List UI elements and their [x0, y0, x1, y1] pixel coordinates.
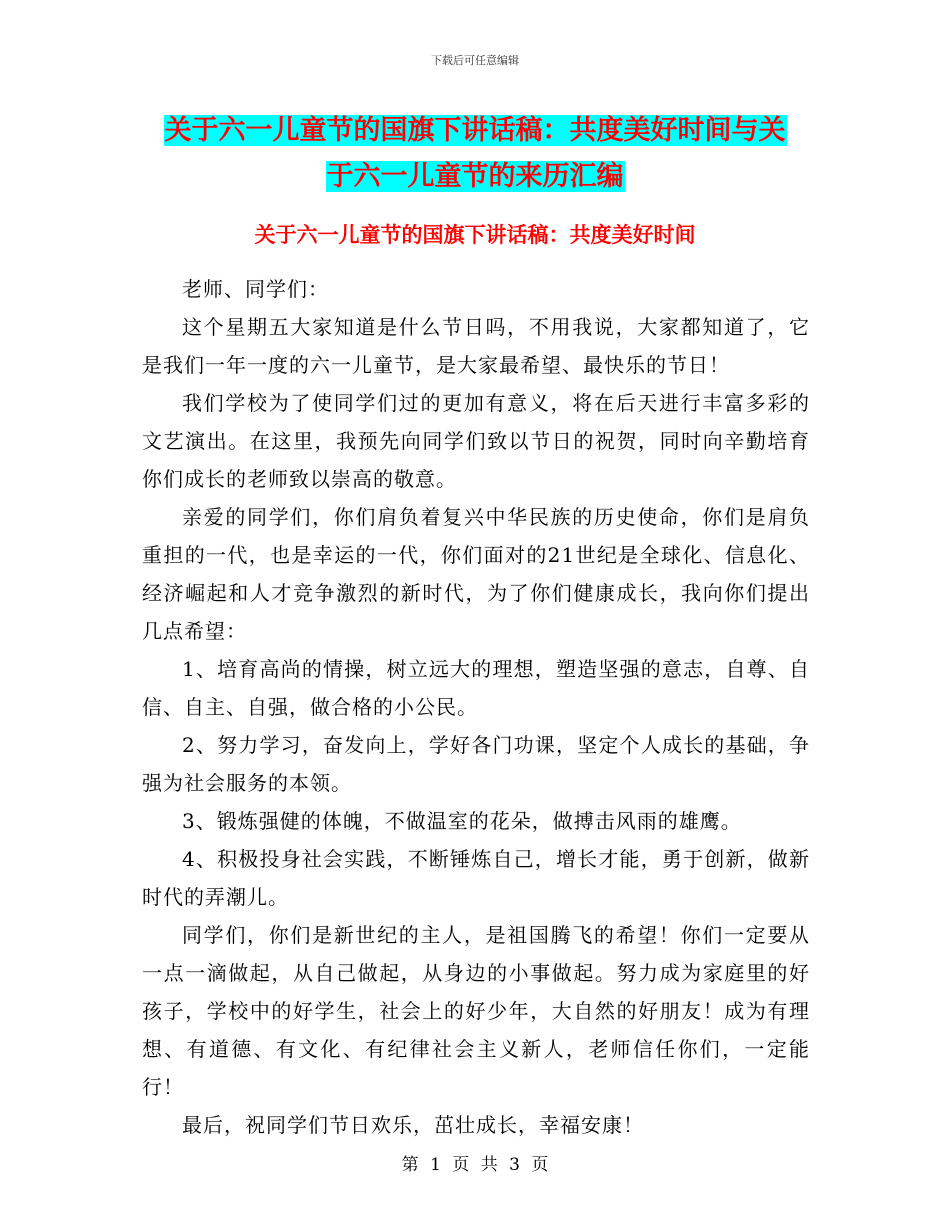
paragraph: 我们学校为了使同学们过的更加有意义，将在后天进行丰富多彩的文艺演出。在这里，我预先向同学们致以节日的祝贺，同时向辛勤培育你们成长的老师致以崇高的敬意。 — [142, 391, 810, 491]
paragraph: 亲爱的同学们，你们肩负着复兴中华民族的历史使命，你们是肩负重担的一代，也是幸运的一代，你们面对的21世纪是全球化、信息化、经济崛起和人才竞争激烈的新时代，为了你们健康成长，我向你们提出几点希望： — [142, 505, 810, 643]
paragraph-wish-3: 3、锻炼强健的体魄，不做温室的花朵，做搏击风雨的雄鹰。 — [182, 809, 742, 833]
section-title: 关于六一儿童节的国旗下讲话稿：共度美好时间 — [254, 223, 696, 247]
paragraph-wish-4: 4、积极投身社会实践，不断锤炼自己，增长才能，勇于创新，做新时代的弄潮儿。 — [142, 847, 810, 909]
speech-body — [142, 270, 810, 1144]
main-title-line-2: 于六一儿童节的来历汇编 — [326, 161, 624, 192]
paragraph: 这个星期五大家知道是什么节日吗，不用我说，大家都知道了，它是我们一年一度的六一儿童节，是大家最希望、最快乐的节日！ — [142, 315, 810, 377]
main-title — [140, 108, 810, 200]
page-footer: 第 1 页 共 3 页 — [401, 1155, 549, 1175]
paragraph-salutation: 老师、同学们： — [182, 277, 329, 301]
page-header: 下载后可任意编辑 — [431, 54, 519, 67]
paragraph: 同学们，你们是新世纪的主人，是祖国腾飞的希望！你们一定要从一点一滴做起，从自己做起，从身边的小事做起。努力成为家庭里的好孩子，学校中的好学生，社会上的好少年，大自然的好朋友！成为有理想、有道德、有文化、有纪律社会主义新人，老师信任你们，一定能行！ — [142, 923, 810, 1099]
main-title-line-1: 关于六一儿童节的国旗下讲话稿：共度美好时间与关 — [164, 115, 786, 146]
paragraph-closing: 最后，祝同学们节日欢乐，茁壮成长，幸福安康！ — [182, 1113, 644, 1137]
paragraph-wish-2: 2、努力学习，奋发向上，学好各门功课，坚定个人成长的基础，争强为社会服务的本领。 — [142, 733, 810, 795]
paragraph-wish-1: 1、培育高尚的情操，树立远大的理想，塑造坚强的意志，自尊、自信、自主、自强，做合格的小公民。 — [142, 657, 810, 719]
